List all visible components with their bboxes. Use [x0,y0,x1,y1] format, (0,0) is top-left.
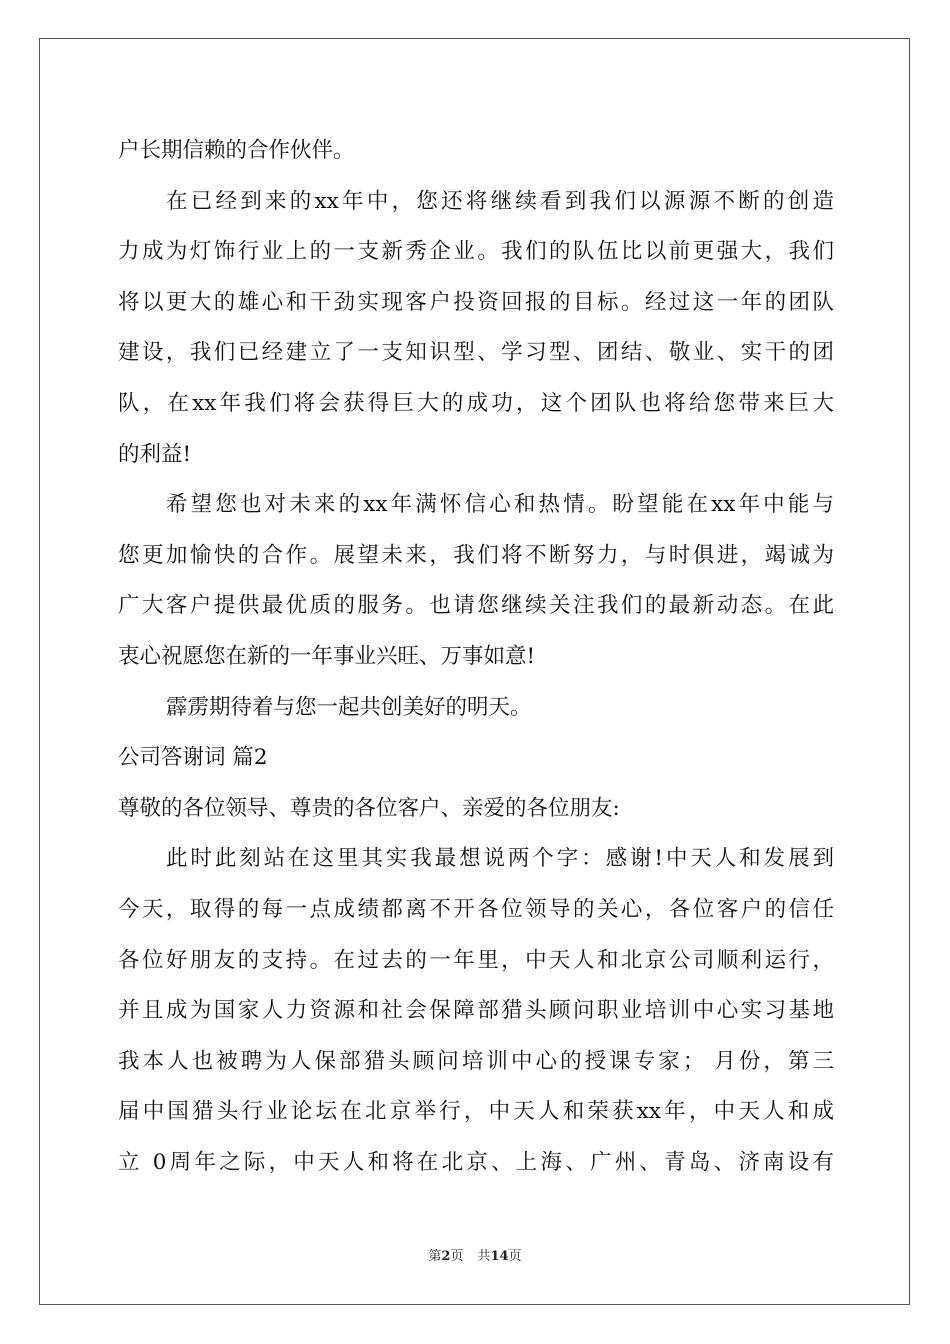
footer-page-prefix: 第 [428,1249,442,1264]
footer-total-prefix: 共 [477,1249,491,1264]
text-line: 您更加愉快的合作。展望未来，我们将不断努力，与时俱进，竭诚为 [118,542,834,568]
footer-total-pages: 14 [490,1249,509,1264]
text-line: 并且成为国家人力资源和社会保障部猎头顾问职业培训中心实习基地 [118,998,834,1024]
page-footer [0,1245,950,1264]
text-line: 在已经到来的xx年中，您还将继续看到我们以源源不断的创造 [166,188,834,214]
text-line: 队，在xx年我们将会获得巨大的成功，这个团队也将给您带来巨大 [118,390,834,416]
text-line: 我本人也被聘为人保部猎头顾问培训中心的授课专家； 月份，第三 [118,1048,834,1074]
section-heading: 公司答谢词 篇2 [118,745,268,771]
salutation: 尊敬的各位领导、尊贵的各位客户、亲爱的各位朋友: [118,795,620,821]
text-line: 立 0周年之际，中天人和将在北京、上海、广州、青岛、济南设有 [118,1149,834,1175]
text-line: 希望您也对未来的xx年满怀信心和热情。盼望能在xx年中能与 [166,492,834,518]
footer-page-suffix: 页 [450,1249,464,1264]
footer-total-suffix: 页 [508,1249,522,1264]
text-line: 霹雳期待着与您一起共创美好的明天。 [166,694,532,720]
text-line: 各位好朋友的支持。在过去的一年里，中天人和北京公司顺利运行， [118,947,834,973]
text-line: 此时此刻站在这里其实我最想说两个字：感谢!中天人和发展到 [166,846,834,872]
footer-page-number: 2 [441,1249,451,1264]
text-line: 届中国猎头行业论坛在北京举行，中天人和荣获xx年，中天人和成 [118,1099,834,1125]
text-line: 户长期信赖的合作伙伴。 [118,138,355,163]
text-line: 广大客户提供最优质的服务。也请您继续关注我们的最新动态。在此 [118,593,834,619]
text-line: 建设，我们已经建立了一支知识型、学习型、团结、敬业、实干的团 [118,340,834,366]
text-line: 的利益! [118,441,192,467]
text-line: 衷心祝愿您在新的一年事业兴旺、万事如意! [118,643,536,669]
text-line: 今天，取得的每一点成绩都离不开各位领导的关心，各位客户的信任 [118,896,834,922]
document-body [118,126,834,1188]
text-line: 力成为灯饰行业上的一支新秀企业。我们的队伍比以前更强大，我们 [118,239,834,265]
text-line: 将以更大的雄心和干劲实现客户投资回报的目标。经过这一年的团队 [118,289,834,315]
